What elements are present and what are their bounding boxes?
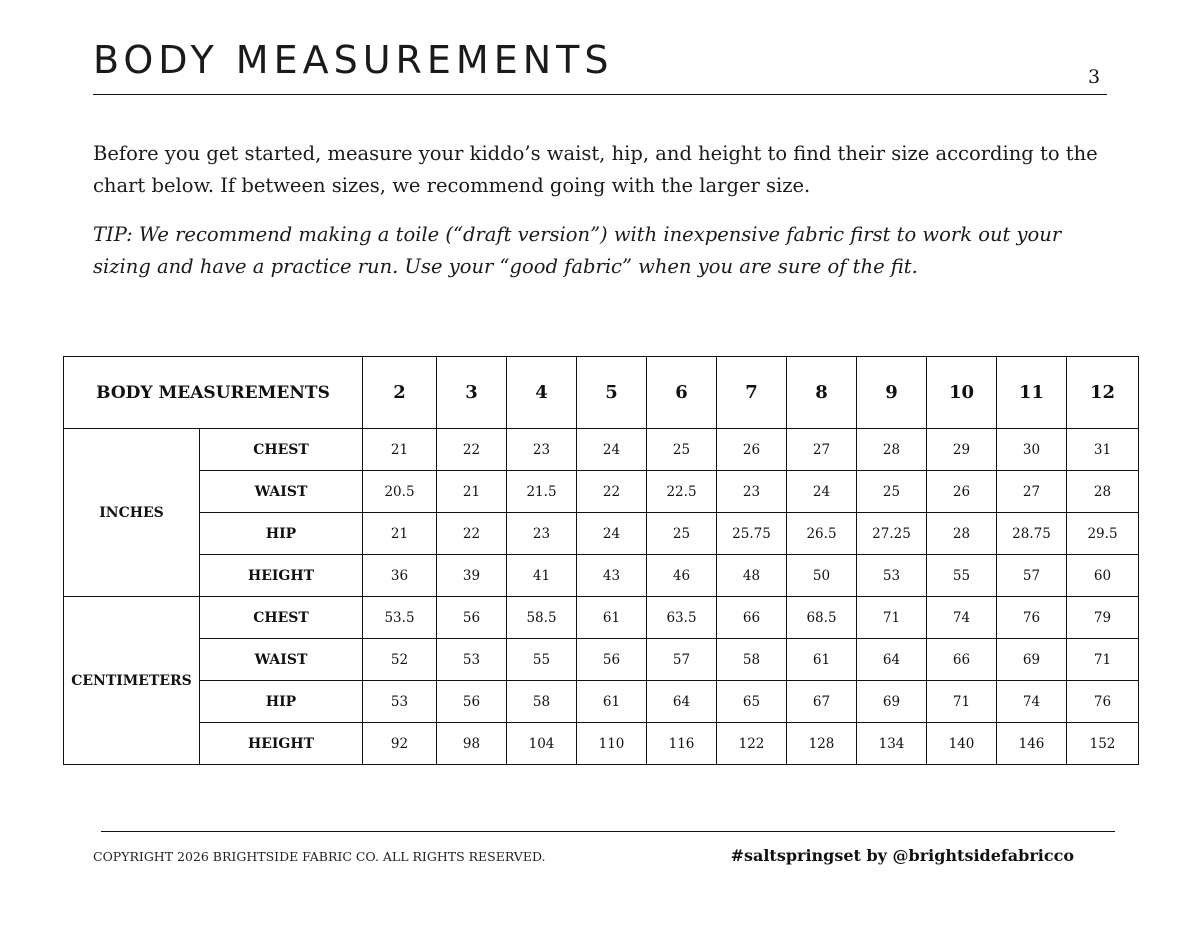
measurement-value: 53.5 [363,597,437,639]
measurement-value: 27 [997,471,1067,513]
measurement-value: 98 [437,723,507,765]
measurement-value: 22 [577,471,647,513]
measurement-value: 46 [647,555,717,597]
measurement-value: 67 [787,681,857,723]
measurement-value: 36 [363,555,437,597]
measurement-value: 58 [507,681,577,723]
measurement-value: 21 [363,429,437,471]
measurement-value: 71 [927,681,997,723]
measurement-value: 52 [363,639,437,681]
measurement-value: 61 [577,681,647,723]
measurement-label: CHEST [200,429,363,471]
size-header-9: 9 [857,357,927,429]
table-row [64,555,1139,597]
measurement-value: 23 [507,513,577,555]
table-header-label: BODY MEASUREMENTS [64,357,363,429]
measurement-value: 25 [857,471,927,513]
measurement-value: 55 [927,555,997,597]
size-chart-table [63,356,1139,765]
measurement-value: 26 [717,429,787,471]
measurement-value: 24 [577,429,647,471]
measurement-value: 58.5 [507,597,577,639]
measurement-value: 56 [437,681,507,723]
table-row [64,639,1139,681]
measurement-value: 29 [927,429,997,471]
measurement-value: 76 [997,597,1067,639]
measurement-value: 28 [857,429,927,471]
unit-group-label: INCHES [64,429,200,597]
table-row [64,471,1139,513]
measurement-value: 23 [507,429,577,471]
measurement-value: 21 [363,513,437,555]
measurement-value: 74 [997,681,1067,723]
measurement-value: 22 [437,513,507,555]
measurement-label: HEIGHT [200,555,363,597]
measurement-value: 146 [997,723,1067,765]
measurement-value: 56 [437,597,507,639]
measurement-value: 66 [717,597,787,639]
measurement-value: 50 [787,555,857,597]
measurement-label: CHEST [200,597,363,639]
measurement-value: 128 [787,723,857,765]
size-header-3: 3 [437,357,507,429]
table-row [64,513,1139,555]
measurement-value: 23 [717,471,787,513]
measurement-value: 61 [577,597,647,639]
measurement-value: 71 [857,597,927,639]
copyright-notice: COPYRIGHT 2026 BRIGHTSIDE FABRIC CO. ALL RIGHTS RESERVED. [93,849,546,864]
measurement-label: WAIST [200,639,363,681]
size-header-4: 4 [507,357,577,429]
measurement-value: 104 [507,723,577,765]
size-header-11: 11 [997,357,1067,429]
measurement-value: 25 [647,513,717,555]
measurement-value: 25.75 [717,513,787,555]
measurement-value: 39 [437,555,507,597]
measurement-value: 27 [787,429,857,471]
page-title: BODY MEASUREMENTS [93,38,614,82]
measurement-value: 22.5 [647,471,717,513]
measurement-value: 66 [927,639,997,681]
size-header-7: 7 [717,357,787,429]
table-row [64,681,1139,723]
measurement-value: 58 [717,639,787,681]
size-header-5: 5 [577,357,647,429]
measurement-value: 116 [647,723,717,765]
measurement-label: HIP [200,681,363,723]
measurement-value: 27.25 [857,513,927,555]
size-header-10: 10 [927,357,997,429]
measurement-value: 30 [997,429,1067,471]
measurement-value: 57 [647,639,717,681]
unit-group-label: CENTIMETERS [64,597,200,765]
measurement-value: 53 [857,555,927,597]
size-header-8: 8 [787,357,857,429]
measurement-value: 152 [1067,723,1139,765]
measurement-value: 26 [927,471,997,513]
measurement-value: 56 [577,639,647,681]
measurement-value: 140 [927,723,997,765]
tip-paragraph: TIP: We recommend making a toile (“draft version”) with inexpensive fabric first to work out your sizing and have a practice run. Use your “good fabric” when you are sure of the fit. [93,223,1062,278]
measurement-value: 28 [1067,471,1139,513]
measurement-value: 122 [717,723,787,765]
measurement-value: 48 [717,555,787,597]
measurement-value: 28.75 [997,513,1067,555]
size-header-6: 6 [647,357,717,429]
table-body [64,429,1139,765]
measurement-value: 20.5 [363,471,437,513]
measurement-value: 74 [927,597,997,639]
measurement-label: WAIST [200,471,363,513]
measurement-value: 43 [577,555,647,597]
measurement-value: 65 [717,681,787,723]
measurement-value: 64 [647,681,717,723]
footer-divider [101,831,1115,832]
size-header-12: 12 [1067,357,1139,429]
measurement-value: 61 [787,639,857,681]
measurement-value: 55 [507,639,577,681]
measurement-value: 28 [927,513,997,555]
table-header-row [64,357,1139,429]
measurement-label: HEIGHT [200,723,363,765]
measurement-value: 24 [787,471,857,513]
measurement-value: 110 [577,723,647,765]
page-number: 3 [1088,66,1101,88]
measurement-label: HIP [200,513,363,555]
measurement-value: 64 [857,639,927,681]
measurement-value: 53 [437,639,507,681]
table-row [64,429,1139,471]
intro-paragraph: Before you get started, measure your kiddo’s waist, hip, and height to find their size according to the chart below. If between sizes, we recommend going with the larger size. [93,142,1098,197]
table-row [64,723,1139,765]
measurement-value: 76 [1067,681,1139,723]
measurement-value: 71 [1067,639,1139,681]
measurement-value: 26.5 [787,513,857,555]
measurement-value: 92 [363,723,437,765]
measurement-value: 25 [647,429,717,471]
measurement-value: 79 [1067,597,1139,639]
measurement-value: 21.5 [507,471,577,513]
measurement-value: 57 [997,555,1067,597]
measurement-value: 69 [857,681,927,723]
measurement-value: 31 [1067,429,1139,471]
header-divider [93,94,1107,95]
measurement-value: 69 [997,639,1067,681]
measurement-value: 63.5 [647,597,717,639]
measurement-value: 68.5 [787,597,857,639]
social-hashtag: #saltspringset by @brightsidefabricco [730,846,1074,865]
measurement-value: 21 [437,471,507,513]
measurement-value: 29.5 [1067,513,1139,555]
measurement-value: 60 [1067,555,1139,597]
measurement-value: 134 [857,723,927,765]
size-header-2: 2 [363,357,437,429]
table-row [64,597,1139,639]
measurement-value: 53 [363,681,437,723]
measurement-value: 41 [507,555,577,597]
measurement-value: 24 [577,513,647,555]
measurement-value: 22 [437,429,507,471]
